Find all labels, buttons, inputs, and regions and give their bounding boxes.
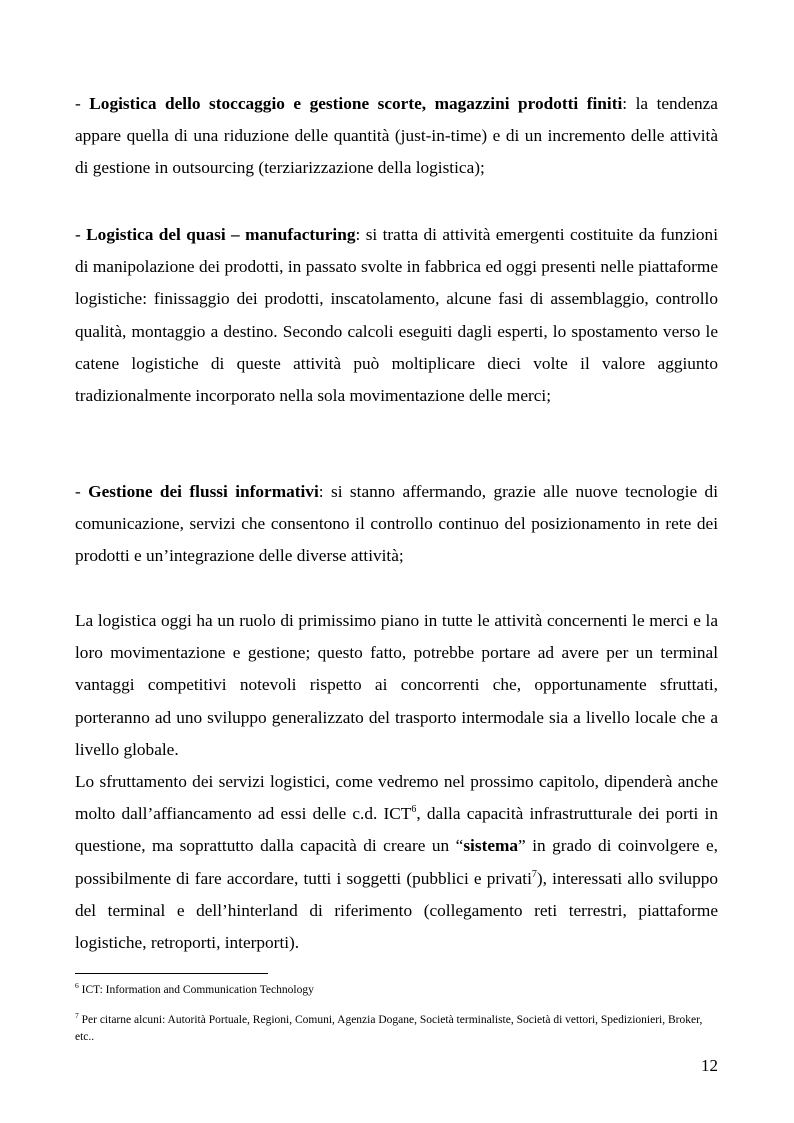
paragraph-sfruttamento xyxy=(75,766,718,959)
list-dash: - xyxy=(75,225,87,244)
paragraph-text: : si tratta di attività emergenti costituite da funzioni di manipolazione dei prodotti, in passato svolte in fabbrica ed oggi presenti nelle piattaforme logistiche: finissaggio dei prodotti, inscatolamento, alcune fasi di assemblaggio, controllo qualità, montaggio a destino. Secondo calcoli eseguiti dagli esperti, lo spostamento verso le catene logistiche di queste attività può moltiplicare dieci volte il valore aggiunto tradizionalmente incorporato nella sola movimentazione delle merci; xyxy=(75,225,718,406)
paragraph-text: : si stanno affermando, grazie alle nuove tecnologie di comunicazione, servizi che consentono il controllo continuo del posizionamento in rete dei prodotti e un’integrazione delle diverse attività; xyxy=(75,482,718,566)
footnote-7 xyxy=(75,1012,718,1046)
paragraph-text: : la tendenza appare quella di una riduzione delle quantità (just-in-time) e di un incremento delle attività di gestione in outsourcing (terziarizzazione della logistica); xyxy=(75,94,718,178)
footnote-ref-7[interactable]: 7 xyxy=(531,868,537,880)
heading-stoccaggio: Logistica dello stoccaggio e gestione scorte, magazzini prodotti finiti xyxy=(89,94,623,113)
paragraph-quasi-manufacturing xyxy=(75,219,718,412)
heading-quasi-manufacturing: Logistica del quasi – manufacturing xyxy=(86,225,356,244)
paragraph-text: ” in grado di coinvolgere e, possibilmente di fare accordare, tutti i soggetti (pubblici e privati xyxy=(75,836,718,888)
footnote-6 xyxy=(75,982,718,999)
paragraph-text: La logistica oggi ha un ruolo di primissimo piano in tutte le attività concernenti le merci e la loro movimentazione e gestione; questo fatto, potrebbe portare ad avere per un terminal vantaggi competitivi notevoli rispetto ai concorrenti che, opportunamente sfruttati, porteranno ad uno sviluppo generalizzato del trasporto intermodale sia a livello locale che a livello globale. xyxy=(75,611,718,759)
heading-flussi-informativi: Gestione dei flussi informativi xyxy=(88,482,319,501)
footnote-text: ICT: Information and Communication Technology xyxy=(78,984,314,996)
list-dash: - xyxy=(75,94,90,113)
footnote-separator xyxy=(75,973,268,974)
paragraph-text: , dalla capacità infrastrutturale dei porti in questione, ma soprattutto dalla capacità di creare un “ xyxy=(75,804,718,856)
paragraph-flussi-informativi xyxy=(75,476,718,573)
footnote-text: Per citarne alcuni: Autorità Portuale, Regioni, Comuni, Agenzia Dogane, Società terminaliste, Società di vettori, Spedizionieri, Broker, etc.. xyxy=(75,1014,703,1043)
paragraph-text: Lo sfruttamento dei servizi logistici, come vedremo nel prossimo capitolo, dipenderà anche molto dall’affiancamento ad essi delle c.d. ICT xyxy=(75,772,718,824)
page-number: 12 xyxy=(701,1056,718,1075)
footnote-ref-6[interactable]: 6 xyxy=(411,804,417,816)
paragraph-text: ), interessati allo sviluppo del terminal e dell’hinterland di riferimento (collegamento reti terrestri, piattaforme logistiche, retroporti, interporti). xyxy=(75,868,718,953)
paragraph-stoccaggio xyxy=(75,88,718,185)
list-dash: - xyxy=(75,482,89,501)
footnote-number: 7 xyxy=(75,1011,79,1020)
emphasis-sistema: sistema xyxy=(463,836,519,856)
paragraph-ruolo-logistica xyxy=(75,605,718,766)
footnote-number: 6 xyxy=(75,981,79,990)
